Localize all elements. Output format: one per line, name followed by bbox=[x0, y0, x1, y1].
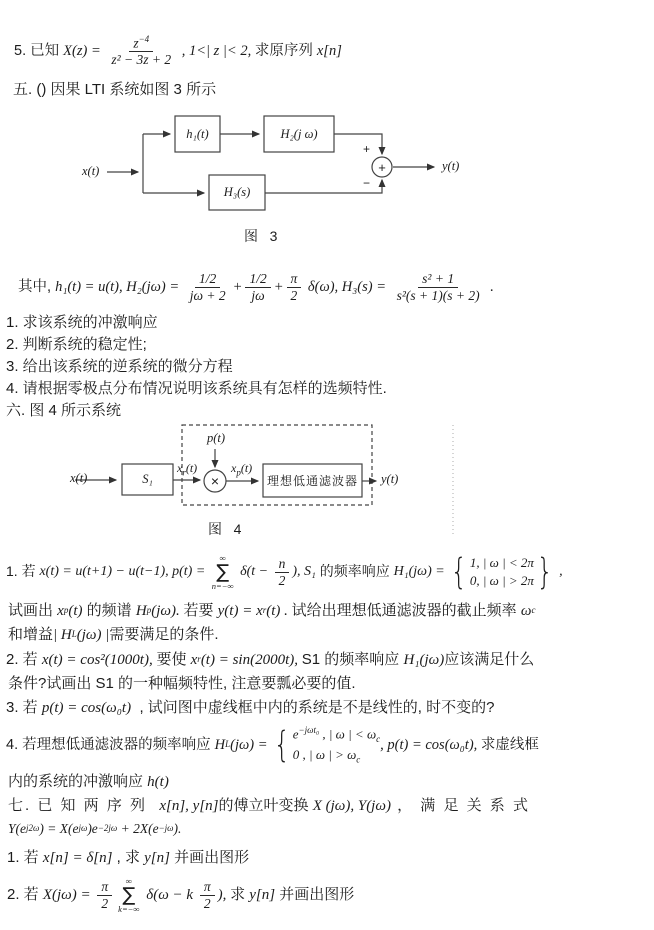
list-item-text: 3. 给出该系统的逆系统的微分方程 bbox=[6, 357, 233, 375]
math-run: ), bbox=[292, 564, 304, 580]
math-run: ω bbox=[520, 602, 532, 619]
text-run: S1 的频率响应 bbox=[301, 650, 404, 668]
math-run: δ(ω − k bbox=[142, 886, 197, 903]
text-run: 条件?试画出 S1 的一种幅频特性, 注意要瓢必要的值. bbox=[8, 674, 356, 692]
lower-limit: n=−∞ bbox=[211, 580, 234, 591]
math-run: δ(ω), H₃(s) = bbox=[304, 278, 390, 295]
denominator: z² − 3z + 2 bbox=[111, 52, 172, 68]
s6-item-4-cont bbox=[8, 771, 169, 793]
left-brace: { bbox=[273, 723, 291, 766]
upper-limit: ∞ bbox=[125, 876, 132, 886]
summation-operator bbox=[212, 554, 234, 590]
text-run: 求 bbox=[230, 885, 250, 903]
numerator: π bbox=[97, 879, 112, 896]
math-run: , bbox=[555, 564, 563, 580]
s6-item-4 bbox=[6, 722, 539, 768]
text-run: 和增益 bbox=[8, 625, 54, 643]
denominator: 2 bbox=[290, 287, 298, 303]
exponent: −4 bbox=[138, 34, 150, 45]
math-run: x bbox=[177, 461, 183, 475]
text-run: , 试问图中虚线框中内的系统是不是线性的, 时不变的? bbox=[131, 698, 495, 716]
s7-item-1 bbox=[7, 847, 249, 869]
multiplier-symbol: × bbox=[210, 473, 220, 489]
text-run: 应该满足什么 bbox=[444, 650, 535, 668]
list-item-text: 1. 求该系统的冲激响应 bbox=[6, 313, 158, 331]
fraction bbox=[393, 271, 484, 303]
section-6-heading bbox=[6, 401, 121, 421]
math-run: x(t) = u(t+1) − u(t−1), p(t) = bbox=[39, 564, 209, 580]
math-run: H₁(jω) = bbox=[393, 564, 449, 580]
math-run: p(t) = cos(ω₀t) bbox=[41, 699, 132, 716]
math-run: (t) bbox=[185, 461, 198, 475]
math-run: x bbox=[231, 461, 237, 475]
math-run: . bbox=[486, 278, 494, 295]
fig4-s1-label: S₁ bbox=[142, 472, 153, 486]
s7-relation-equation bbox=[8, 819, 181, 839]
text-run: 并画出图形 bbox=[275, 885, 355, 903]
math-run: )e bbox=[87, 820, 98, 836]
math-run: H bbox=[214, 736, 226, 753]
text-run: 求虚线框 bbox=[480, 736, 539, 753]
text-run: 要使 bbox=[156, 650, 191, 668]
text-run: 需要满足的条件. bbox=[109, 625, 219, 643]
text-run: , 求 bbox=[112, 848, 145, 866]
item-number-text: 2. 若 bbox=[6, 650, 42, 668]
exponent: −jωt₀ bbox=[298, 725, 320, 736]
fraction bbox=[97, 879, 112, 911]
item-number-text: 3. 若 bbox=[6, 698, 42, 716]
exponent: −2jω bbox=[97, 823, 118, 834]
math-run: H₁(jω) bbox=[403, 651, 445, 668]
cases-expression bbox=[448, 550, 555, 593]
item-number-text: 1. 若 bbox=[6, 563, 40, 580]
fig3-h1-label: h₁(t) bbox=[186, 126, 209, 141]
fraction bbox=[287, 271, 302, 303]
fraction bbox=[200, 879, 215, 911]
figure-3-caption: 图 3 bbox=[244, 228, 278, 244]
s5-item-3 bbox=[6, 357, 233, 377]
s6-item-1 bbox=[6, 549, 563, 595]
math-run: (t) . bbox=[266, 602, 292, 619]
heading-text: 六. 图 4 所示系统 bbox=[6, 401, 122, 419]
denominator: jω + 2 bbox=[189, 287, 226, 303]
fig4-xp-label bbox=[231, 461, 252, 477]
figure-3 bbox=[76, 108, 526, 256]
text-run: ， 满 足 关 系 式 bbox=[390, 796, 530, 814]
s7-item-2 bbox=[7, 872, 354, 918]
math-run: h(t) bbox=[147, 773, 169, 790]
math-run: δ(t − bbox=[236, 564, 272, 580]
math-run: (t) = sin(2000t), bbox=[200, 651, 302, 668]
math-run: p(t) = cos(ω₀t), bbox=[387, 736, 481, 753]
math-run: h₁(t) = u(t), H₂(jω) = bbox=[55, 278, 183, 295]
case-rows bbox=[470, 556, 534, 589]
cases-expression bbox=[271, 725, 380, 764]
math-run: x bbox=[57, 602, 64, 619]
heading-text: 七. 已 知 两 序 列 bbox=[8, 796, 160, 814]
fraction bbox=[275, 556, 290, 588]
text-run: 的频率响应 bbox=[315, 563, 394, 580]
sigma-symbol: ∑ bbox=[216, 560, 230, 583]
subscript: c bbox=[376, 734, 381, 745]
fig4-xr-label bbox=[177, 461, 197, 477]
subscript: p bbox=[236, 467, 241, 478]
math-run: x(t) = cos²(1000t), bbox=[41, 651, 157, 668]
text-run: 的傅立叶变换 bbox=[218, 796, 313, 814]
subscript: r bbox=[182, 467, 186, 478]
denominator: s²(s + 1)(s + 2) bbox=[396, 287, 480, 303]
item-number-text: 5. 已知 bbox=[14, 42, 64, 59]
plus-operator: + bbox=[232, 278, 243, 295]
case-row bbox=[293, 748, 380, 765]
subscript: c bbox=[531, 605, 536, 616]
exponent: −jω bbox=[158, 823, 174, 834]
fig3-h3-label: H₃(s) bbox=[223, 185, 251, 199]
case-rows bbox=[293, 725, 380, 764]
numerator: 1/2 bbox=[245, 271, 270, 288]
math-run: X (jω), Y(jω) bbox=[312, 797, 391, 814]
fig3-input-label: x(t) bbox=[82, 164, 100, 178]
denominator: 2 bbox=[278, 572, 286, 588]
subscript: L bbox=[225, 739, 231, 750]
math-run: ) = X(e bbox=[39, 820, 79, 836]
item-number-text: 2. 若 bbox=[7, 885, 43, 903]
s6-item-3 bbox=[6, 697, 494, 719]
s6-item-2 bbox=[6, 649, 534, 671]
plus-operator: + bbox=[273, 278, 284, 295]
fig4-p-label: p(t) bbox=[207, 431, 226, 445]
figure-4 bbox=[60, 423, 480, 541]
math-run: (jω) | bbox=[76, 626, 110, 643]
denominator: 2 bbox=[101, 895, 109, 911]
subscript: r bbox=[197, 654, 201, 665]
s6-item-1-cont-2 bbox=[8, 624, 219, 646]
math-run: (t) bbox=[68, 602, 83, 619]
numerator: s² + 1 bbox=[418, 271, 458, 288]
subscript: p bbox=[146, 605, 152, 616]
item-number-text: 4. 若理想低通滤波器的频率响应 bbox=[6, 736, 215, 753]
subscript: p bbox=[63, 605, 69, 616]
s5-item-4 bbox=[6, 379, 387, 399]
plus-sign: + bbox=[363, 142, 371, 156]
text-run: 试画出 bbox=[8, 601, 58, 619]
fig4-output-label: y(t) bbox=[381, 472, 399, 486]
math-run: (jω). bbox=[151, 602, 184, 619]
list-item-text: 4. 请根据零极点分布情况说明该系统具有怎样的选频特性. bbox=[6, 379, 387, 397]
math-run: 0 , | ω | > ω bbox=[292, 746, 357, 762]
numerator: n bbox=[275, 556, 290, 573]
figure-4-caption: 图 4 bbox=[208, 521, 242, 537]
fraction bbox=[107, 34, 175, 68]
case-row bbox=[293, 725, 380, 744]
fraction bbox=[245, 271, 270, 303]
fig3-h2-label: H₂(j ω) bbox=[280, 126, 318, 141]
text-run: 并画出图形 bbox=[169, 848, 250, 866]
heading-text: 五. () 因果 LTI 系统如图 3 所示 bbox=[13, 80, 217, 98]
numerator: π bbox=[287, 271, 302, 288]
math-run: S₁ bbox=[304, 564, 316, 580]
summation-operator bbox=[118, 877, 139, 913]
math-run: z bbox=[133, 35, 139, 51]
denominator: 2 bbox=[203, 895, 211, 911]
minus-sign: − bbox=[363, 176, 371, 190]
where-formula-line bbox=[18, 262, 494, 312]
case-row: 0, | ω | > 2π bbox=[469, 572, 534, 588]
case-row: 1, | ω | < 2π bbox=[469, 554, 534, 570]
text-run: 的频谱 bbox=[82, 601, 136, 619]
lower-limit: k=−∞ bbox=[118, 903, 140, 914]
math-run: , 1<| z |< 2, bbox=[178, 42, 255, 59]
section-7-heading bbox=[8, 795, 530, 817]
math-run: X(z) = bbox=[63, 42, 105, 59]
math-run: | H bbox=[53, 626, 72, 643]
math-run: y[n] bbox=[144, 849, 170, 866]
math-run: x[n] = δ[n] bbox=[42, 849, 113, 866]
s6-item-1-cont-1 bbox=[8, 600, 535, 622]
text-run: 其中, bbox=[18, 278, 56, 295]
fig3-output-label: y(t) bbox=[442, 159, 460, 173]
math-run: ), bbox=[217, 886, 231, 903]
text-run: 内的系统的冲激响应 bbox=[8, 772, 148, 790]
sigma-symbol: ∑ bbox=[122, 883, 136, 906]
fig4-lpf-label: 理想低通滤波器 bbox=[266, 474, 358, 488]
math-run: + 2X(e bbox=[117, 820, 159, 836]
text-run: 求原序列 bbox=[254, 42, 317, 59]
upper-limit: ∞ bbox=[219, 553, 226, 563]
math-run: , bbox=[380, 736, 388, 753]
left-brace: { bbox=[450, 550, 468, 593]
math-run: y[n] bbox=[249, 886, 276, 903]
section-5-heading bbox=[13, 80, 216, 100]
subscript: r bbox=[262, 605, 267, 616]
s5-item-2 bbox=[6, 335, 147, 355]
fig4-input-label: x(t) bbox=[70, 471, 88, 485]
math-run: H bbox=[135, 602, 147, 619]
numerator: 1/2 bbox=[195, 271, 220, 288]
math-run: y(t) = x bbox=[217, 602, 263, 619]
subscript: c bbox=[356, 754, 361, 765]
denominator: jω bbox=[251, 287, 265, 303]
list-item-text: 2. 判断系统的稳定性; bbox=[6, 335, 147, 353]
math-run: Y(e bbox=[8, 820, 26, 836]
text-run: 若要 bbox=[183, 601, 218, 619]
s6-item-2-cont bbox=[8, 673, 356, 695]
math-run: x[n], y[n] bbox=[159, 797, 219, 814]
right-brace: } bbox=[536, 550, 553, 593]
math-run: (t) bbox=[240, 461, 253, 475]
math-run: ). bbox=[173, 820, 182, 836]
s5-item-1 bbox=[6, 313, 158, 333]
math-run: x[n] bbox=[316, 42, 342, 59]
question-5-line bbox=[14, 26, 342, 76]
item-number-text: 1. 若 bbox=[7, 848, 43, 866]
numerator: π bbox=[200, 879, 215, 896]
numerator bbox=[129, 34, 153, 52]
subscript: L bbox=[71, 629, 77, 640]
math-run: X(jω) = bbox=[42, 886, 95, 903]
math-run: x bbox=[190, 651, 198, 668]
text-run: 试给出理想低通滤波器的截止频率 bbox=[291, 601, 521, 619]
math-run: (jω) = bbox=[230, 736, 272, 753]
fraction bbox=[186, 271, 230, 303]
exponent: j2ω bbox=[26, 823, 40, 834]
adder-plus-symbol: + bbox=[378, 159, 386, 175]
math-run: e bbox=[292, 726, 299, 742]
exponent: jω bbox=[78, 823, 88, 834]
math-run: , | ω | < ω bbox=[319, 726, 377, 742]
